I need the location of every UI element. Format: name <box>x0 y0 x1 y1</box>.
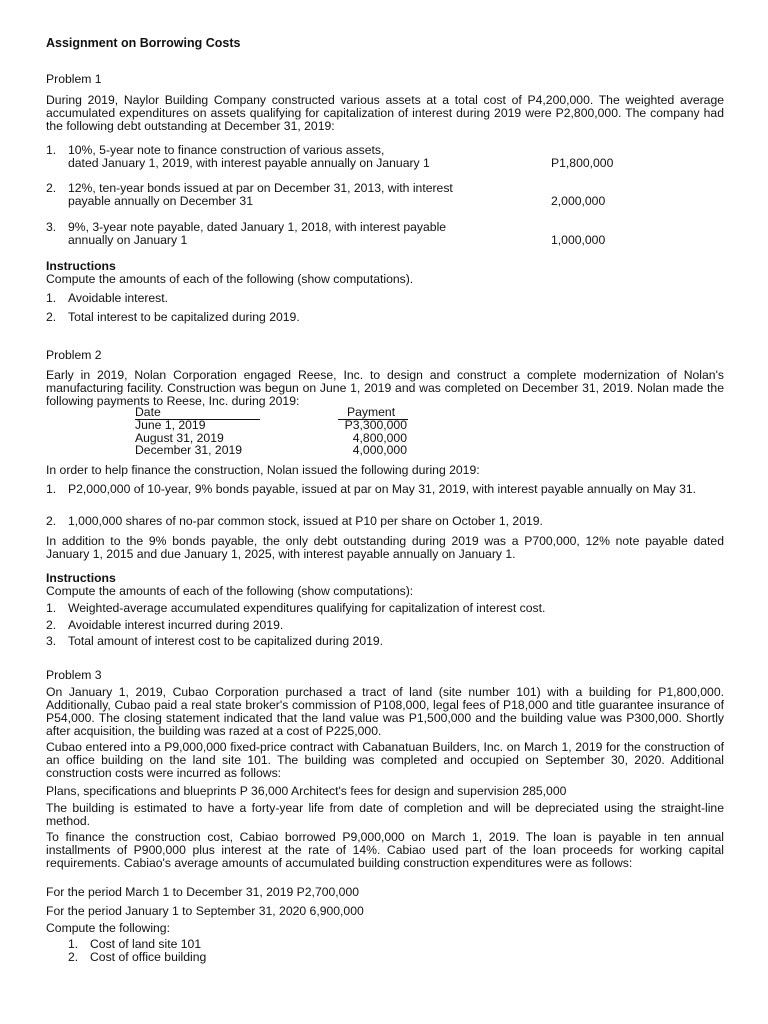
problem-2-heading: Problem 2 <box>46 348 102 362</box>
item-number: 1. <box>46 143 57 157</box>
task-text: Cost of office building <box>90 950 207 964</box>
item-number: 1. <box>46 482 57 496</box>
problem-3-paragraph-5: To finance the construction cost, Cabiao borrowed P9,000,000 on March 1, 2019. The loan is payable in ten annual installments of P900,000 plus interest at the rate of 14%. Cabiao used part of the loan proceeds for working capital requirements. Cabiao's average amounts of accumulated building construction expenditures were as follows: <box>46 830 724 870</box>
problem-1-task <box>46 311 724 324</box>
item-number: 3. <box>46 634 57 648</box>
debt-amount: 1,000,000 <box>551 233 606 247</box>
problem-1-instructions-heading: Instructions <box>46 259 116 273</box>
problem-3-task <box>46 951 746 964</box>
problem-3-paragraph-2: Cubao entered into a P9,000,000 fixed-price contract with Cabanatuan Builders, Inc. on March 1, 2019 for the construction of an office building on the land site 101. The building was completed and occupied on September 30, 2020. Additional construction costs were incurred as follows: <box>46 740 724 780</box>
item-number: 2. <box>46 181 57 195</box>
problem-3-paragraph-1: On January 1, 2019, Cubao Corporation purchased a tract of land (site number 101) with a building for P1,800,000. Additionally, Cubao paid a real state broker's commission of P108,000, legal fees of P18,000 and title guarantee insurance of P54,000. The closing statement indicated that the land value was P1,500,000 and the building value was P300,000. Shortly after acquisition, the building was razed at a cost of P225,000. <box>46 685 724 738</box>
issue-text: 1,000,000 shares of no-par common stock, issued at P10 per share on October 1, 2019. <box>68 514 543 528</box>
problem-1-heading: Problem 1 <box>46 72 102 86</box>
problem-3-heading: Problem 3 <box>46 668 102 682</box>
problem-3-paragraph-4: The building is estimated to have a forty-year life from date of completion and will be depreciated using the straight-line method. <box>46 801 724 828</box>
problem-2-instructions-heading: Instructions <box>46 571 116 585</box>
item-number: 1. <box>46 601 57 615</box>
payment-date: June 1, 2019 <box>135 418 206 432</box>
col-header-payment: Payment <box>347 405 396 419</box>
problem-1-debt-item <box>46 144 724 170</box>
task-text: Avoidable interest. <box>68 291 169 305</box>
problem-2-task <box>46 635 724 648</box>
problem-3-paragraph-3: Plans, specifications and blueprints P 36,000 Architect's fees for design and supervision 285,000 <box>46 784 567 798</box>
problem-2-finance-intro: In order to help finance the construction, Nolan issued the following during 2019: <box>46 463 480 477</box>
problem-3-compute-label: Compute the following: <box>46 921 170 935</box>
problem-1-instructions-text: Compute the amounts of each of the following (show computations). <box>46 272 414 286</box>
problem-2-issue-item <box>46 483 724 496</box>
task-text: Cost of land site 101 <box>90 937 202 951</box>
debt-amount: P1,800,000 <box>551 156 614 170</box>
payments-table <box>135 406 410 457</box>
payment-amount: 4,000,000 <box>352 443 407 457</box>
col-header-date: Date <box>135 405 161 419</box>
item-number: 2. <box>46 310 57 324</box>
task-text: Weighted-average accumulated expenditures qualifying for capitalization of interest cost. <box>68 601 546 615</box>
problem-3-period-1: For the period March 1 to December 31, 2019 P2,700,000 <box>46 885 360 899</box>
item-number: 1. <box>46 291 57 305</box>
problem-2-instructions-text: Compute the amounts of each of the following (show computations): <box>46 584 414 598</box>
payment-date: August 31, 2019 <box>135 430 224 445</box>
table-row <box>135 419 410 432</box>
problem-3-period-2: For the period January 1 to September 31, 2020 6,900,000 <box>46 904 364 918</box>
debt-line-2: annually on January 1 <box>68 233 188 247</box>
debt-line-2: dated January 1, 2019, with interest payable annually on January 1 <box>68 156 430 170</box>
debt-line-2: payable annually on December 31 <box>68 194 253 208</box>
task-text: Total interest to be capitalized during 2019. <box>68 310 300 324</box>
table-row <box>135 444 410 457</box>
item-number: 2. <box>68 950 79 964</box>
task-text: Avoidable interest incurred during 2019. <box>68 618 284 632</box>
problem-2-addition: In addition to the 9% bonds payable, the only debt outstanding during 2019 was a P700,000, 12% note payable dated January 1, 2015 and due January 1, 2025, with interest payable annually on January 1. <box>46 534 724 561</box>
payment-date: December 31, 2019 <box>135 443 243 457</box>
item-number: 3. <box>46 220 57 234</box>
item-number: 2. <box>46 618 57 632</box>
problem-2-task <box>46 602 724 615</box>
problem-2-issue-item <box>46 515 724 528</box>
debt-line-1: 12%, ten-year bonds issued at par on December 31, 2013, with interest <box>68 181 453 195</box>
item-number: 1. <box>68 937 79 951</box>
payment-amount: 4,800,000 <box>352 430 407 445</box>
debt-line-1: 9%, 3-year note payable, dated January 1, 2018, with interest payable <box>68 220 447 234</box>
problem-1-intro: During 2019, Naylor Building Company constructed various assets at a total cost of P4,200,000. The weighted average accumulated expenditures on assets qualifying for capitalization of interest during 2019 were P2,800,000. The company had the following debt outstanding at December 31, 2019: <box>46 93 724 133</box>
item-number: 2. <box>46 514 57 528</box>
problem-1-debt-item <box>46 182 724 208</box>
problem-2-task <box>46 619 724 632</box>
problem-2-intro: Early in 2019, Nolan Corporation engaged Reese, Inc. to design and construct a complete modernization of Nolan's manufacturing facility. Construction was begun on June 1, 2019 and was completed on December 31, 2019. Nolan made the following payments to Reese, Inc. during 2019: <box>46 368 724 408</box>
payment-amount: P3,300,000 <box>344 418 407 432</box>
issue-text: P2,000,000 of 10-year, 9% bonds payable, issued at par on May 31, 2019, with interest payable annually on May 31. <box>68 482 697 496</box>
problem-1-task <box>46 292 724 305</box>
debt-amount: 2,000,000 <box>551 194 606 208</box>
problem-1-debt-item <box>46 221 724 247</box>
debt-line-1: 10%, 5-year note to finance construction of various assets, <box>68 143 385 157</box>
document-title: Assignment on Borrowing Costs <box>46 36 241 50</box>
task-text: Total amount of interest cost to be capitalized during 2019. <box>68 634 384 648</box>
